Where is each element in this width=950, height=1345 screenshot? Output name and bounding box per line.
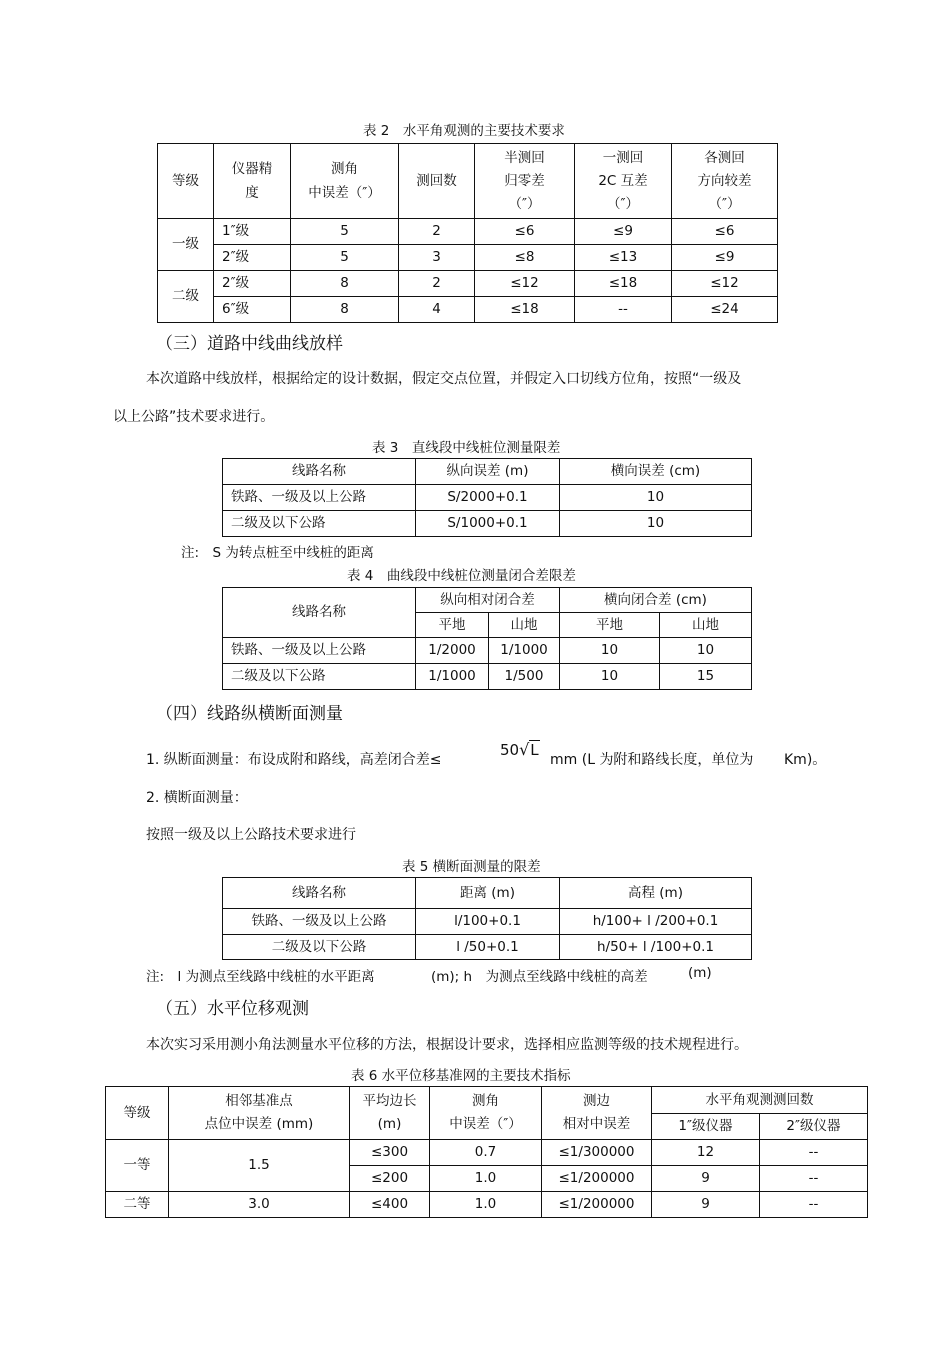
section4-item2: 2. 横断面测量： <box>146 790 248 806</box>
table6-header-edge <box>542 1087 652 1140</box>
table2-header-grade: 等级 <box>158 144 214 219</box>
table4-caption: 表 4 曲线段中线桩位测量闭合差限差 <box>347 568 576 584</box>
table2-header-instrument <box>214 144 291 219</box>
table-row <box>158 245 778 271</box>
table-cell: ≤13 <box>575 245 672 271</box>
table2-header-dir-l2: 方向较差 <box>697 172 752 189</box>
table2-header-half-l1: 半测回 <box>504 149 545 166</box>
table-cell: 1.0 <box>430 1166 542 1192</box>
table-cell: 2 <box>399 219 475 245</box>
table-cell: ≤300 <box>350 1140 430 1166</box>
table-row <box>223 935 752 960</box>
table2 <box>157 143 778 323</box>
table6-header-edge-l1: 测边 <box>583 1093 610 1109</box>
table-cell: 1/2000 <box>416 638 489 664</box>
table2-header-dir-l1: 各测回 <box>704 149 745 166</box>
table6-header-side-l1: 平均边长 <box>362 1093 417 1109</box>
table2-header-twoc <box>575 144 672 219</box>
table-cell: 6″级 <box>214 297 291 323</box>
table-cell: 10 <box>560 511 752 537</box>
table2-caption: 表 2 水平角观测的主要技术要求 <box>363 123 565 139</box>
table2-header-instrument-l2: 度 <box>245 184 259 201</box>
table4-header-flat: 平地 <box>560 613 660 638</box>
table-cell: h/100+ l /200+0.1 <box>560 909 752 935</box>
table-row <box>106 1140 868 1166</box>
table2-header-half <box>475 144 575 219</box>
table2-header-row <box>158 144 778 219</box>
table2-grade-cell: 二级 <box>158 271 214 323</box>
section4-item1-unit: mm (L 为附和路线长度，单位为 <box>550 752 754 768</box>
table-cell: 5 <box>291 219 399 245</box>
table-cell: 二级及以下公路 <box>223 511 416 537</box>
table-cell: 二级及以下公路 <box>223 935 416 960</box>
table-cell: ≤1/200000 <box>542 1192 652 1218</box>
sqrt-symbol: √L <box>519 740 539 759</box>
table3-header-name: 线路名称 <box>223 459 416 485</box>
table-cell: 8 <box>291 271 399 297</box>
table3-header-longitudinal: 纵向误差 (m) <box>416 459 560 485</box>
table-row <box>223 485 752 511</box>
table4-header-longitudinal: 纵向相对闭合差 <box>416 588 560 613</box>
table-cell: ≤200 <box>350 1166 430 1192</box>
table5-header-elevation: 高程 (m) <box>560 878 752 909</box>
table-cell: -- <box>760 1140 868 1166</box>
table-cell: 15 <box>660 664 752 690</box>
table4-header-mountain: 山地 <box>660 613 752 638</box>
table-cell: -- <box>575 297 672 323</box>
table-row <box>158 297 778 323</box>
section4-item2-para: 按照一级及以上公路技术要求进行 <box>146 827 356 843</box>
table-cell: -- <box>760 1166 868 1192</box>
table-cell: 8 <box>291 297 399 323</box>
table5-caption: 表 5 横断面测量的限差 <box>402 859 541 875</box>
section3-para-line2: 以上公路”技术要求进行。 <box>113 409 275 425</box>
table6-grade-cell: 二等 <box>106 1192 169 1218</box>
table3-caption: 表 3 直线段中线桩位测量限差 <box>372 440 561 456</box>
table-cell: 2 <box>399 271 475 297</box>
table5-header-distance: 距离 (m) <box>416 878 560 909</box>
table2-header-dir <box>672 144 778 219</box>
table-cell: 2″级 <box>214 245 291 271</box>
table-cell: 2″级 <box>214 271 291 297</box>
table4-header-flat: 平地 <box>416 613 489 638</box>
table-row <box>158 219 778 245</box>
table-cell: 3 <box>399 245 475 271</box>
formula-radicand: L <box>530 741 539 759</box>
table6-header-side <box>350 1087 430 1140</box>
table-cell: l/100+0.1 <box>416 909 560 935</box>
table-row <box>106 1192 868 1218</box>
table-cell: ≤8 <box>475 245 575 271</box>
table-cell: 12 <box>652 1140 760 1166</box>
table5-note-c: (m) <box>688 965 712 981</box>
table-cell: ≤18 <box>575 271 672 297</box>
table-cell: 1/500 <box>489 664 560 690</box>
table6-header-row <box>106 1087 868 1114</box>
table-cell: ≤9 <box>575 219 672 245</box>
section3-para-line1: 本次道路中线放样，根据给定的设计数据，假定交点位置，并假定入口切线方位角，按照“一级及 <box>146 371 742 387</box>
table3-note: 注: S 为转点桩至中线桩的距离 <box>181 545 374 561</box>
table-cell: ≤12 <box>475 271 575 297</box>
table2-header-rounds: 测回数 <box>399 144 475 219</box>
table-cell: ≤24 <box>672 297 778 323</box>
table-cell: ≤9 <box>672 245 778 271</box>
table4-header-mountain: 山地 <box>489 613 560 638</box>
sqrt-formula <box>500 740 540 759</box>
table4-header-row <box>223 588 752 613</box>
table-row <box>223 909 752 935</box>
table-cell: 1.0 <box>430 1192 542 1218</box>
table-row <box>223 638 752 664</box>
table5 <box>222 877 752 960</box>
table6-header-angle-l2: 中误差（″） <box>449 1116 522 1132</box>
table6-header-angle <box>430 1087 542 1140</box>
table-cell: 10 <box>560 664 660 690</box>
table3-header-transverse: 横向误差 (cm) <box>560 459 752 485</box>
table-cell: 0.7 <box>430 1140 542 1166</box>
section4-item1-text: 1. 纵断面测量：布设成附和路线，高差闭合差≤ <box>146 752 442 768</box>
table-cell: 铁路、一级及以上公路 <box>223 638 416 664</box>
table2-header-angle <box>291 144 399 219</box>
table6-header-edge-l2: 相对中误差 <box>562 1116 631 1132</box>
section3-heading: （三）道路中线曲线放样 <box>156 334 343 354</box>
table-cell: 10 <box>560 638 660 664</box>
table2-header-half-l3: （″） <box>508 195 541 212</box>
table-cell: l /50+0.1 <box>416 935 560 960</box>
table6-adjacent-cell: 3.0 <box>169 1192 350 1218</box>
section4-item1-km: Km)。 <box>784 752 827 768</box>
table-cell: 铁路、一级及以上公路 <box>223 909 416 935</box>
section5-para: 本次实习采用测小角法测量水平位移的方法，根据设计要求，选择相应监测等级的技术规程进行。 <box>146 1037 748 1053</box>
table-cell: h/50+ l /100+0.1 <box>560 935 752 960</box>
table2-header-angle-l2: 中误差（″） <box>308 184 381 201</box>
section5-heading: （五）水平位移观测 <box>156 999 309 1019</box>
table-cell: ≤400 <box>350 1192 430 1218</box>
table6-header-inst1: 1″级仪器 <box>652 1114 760 1140</box>
table2-header-dir-l3: （″） <box>708 195 741 212</box>
table6-caption: 表 6 水平位移基准网的主要技术指标 <box>351 1068 571 1084</box>
table3 <box>222 458 752 537</box>
formula-coefficient: 50 <box>500 741 520 759</box>
table-cell: 铁路、一级及以上公路 <box>223 485 416 511</box>
table4 <box>222 587 752 690</box>
table5-header-row <box>223 878 752 909</box>
table5-note-b: (m); h 为测点至线路中线桩的高差 <box>431 969 648 985</box>
table-cell: 4 <box>399 297 475 323</box>
table6-grade-cell: 一等 <box>106 1140 169 1192</box>
table6-header-grade: 等级 <box>106 1087 169 1140</box>
table-cell: ≤18 <box>475 297 575 323</box>
section4-heading: （四）线路纵横断面测量 <box>156 704 343 724</box>
table-cell: 9 <box>652 1192 760 1218</box>
table-cell: 1/1000 <box>416 664 489 690</box>
table-cell: 二级及以下公路 <box>223 664 416 690</box>
table6 <box>105 1086 868 1218</box>
table-row <box>158 271 778 297</box>
table5-header-name: 线路名称 <box>223 878 416 909</box>
table-cell: 10 <box>560 485 752 511</box>
table2-header-instrument-l1: 仪器精 <box>231 160 273 177</box>
table2-header-twoc-l2: 2C 互差 <box>598 172 648 189</box>
table2-header-twoc-l1: 一测回 <box>602 149 644 166</box>
table-row <box>223 511 752 537</box>
table2-grade-cell: 一级 <box>158 219 214 271</box>
table2-header-half-l2: 归零差 <box>504 172 545 189</box>
table4-header-transverse: 横向闭合差 (cm) <box>560 588 752 613</box>
table-cell: 10 <box>660 638 752 664</box>
table-cell: 5 <box>291 245 399 271</box>
table-cell: S/1000+0.1 <box>416 511 560 537</box>
table2-header-angle-l1: 测角 <box>331 160 358 177</box>
table2-header-twoc-l3: （″） <box>606 195 640 212</box>
table5-note-a: 注: l 为测点至线路中线桩的水平距离 <box>146 969 375 985</box>
table6-header-side-l2: (m) <box>377 1116 402 1132</box>
table6-adjacent-cell: 1.5 <box>169 1140 350 1192</box>
table6-header-adjacent <box>169 1087 350 1140</box>
table-cell: -- <box>760 1192 868 1218</box>
table4-header-name: 线路名称 <box>223 588 416 638</box>
table-cell: 1/1000 <box>489 638 560 664</box>
table-cell: ≤12 <box>672 271 778 297</box>
table-cell: 1″级 <box>214 219 291 245</box>
table6-header-inst2: 2″级仪器 <box>760 1114 868 1140</box>
table6-header-angle-l1: 测角 <box>472 1093 499 1109</box>
table3-header-row <box>223 459 752 485</box>
table-cell: ≤1/300000 <box>542 1140 652 1166</box>
table6-header-rounds: 水平角观测测回数 <box>652 1087 868 1114</box>
table6-header-adjacent-l2: 点位中误差 (mm) <box>204 1116 314 1132</box>
table-cell: ≤6 <box>475 219 575 245</box>
table-row <box>223 664 752 690</box>
table-cell: 9 <box>652 1166 760 1192</box>
table-cell: S/2000+0.1 <box>416 485 560 511</box>
table-cell: ≤6 <box>672 219 778 245</box>
table6-header-adjacent-l1: 相邻基准点 <box>225 1093 293 1109</box>
table-cell: ≤1/200000 <box>542 1166 652 1192</box>
